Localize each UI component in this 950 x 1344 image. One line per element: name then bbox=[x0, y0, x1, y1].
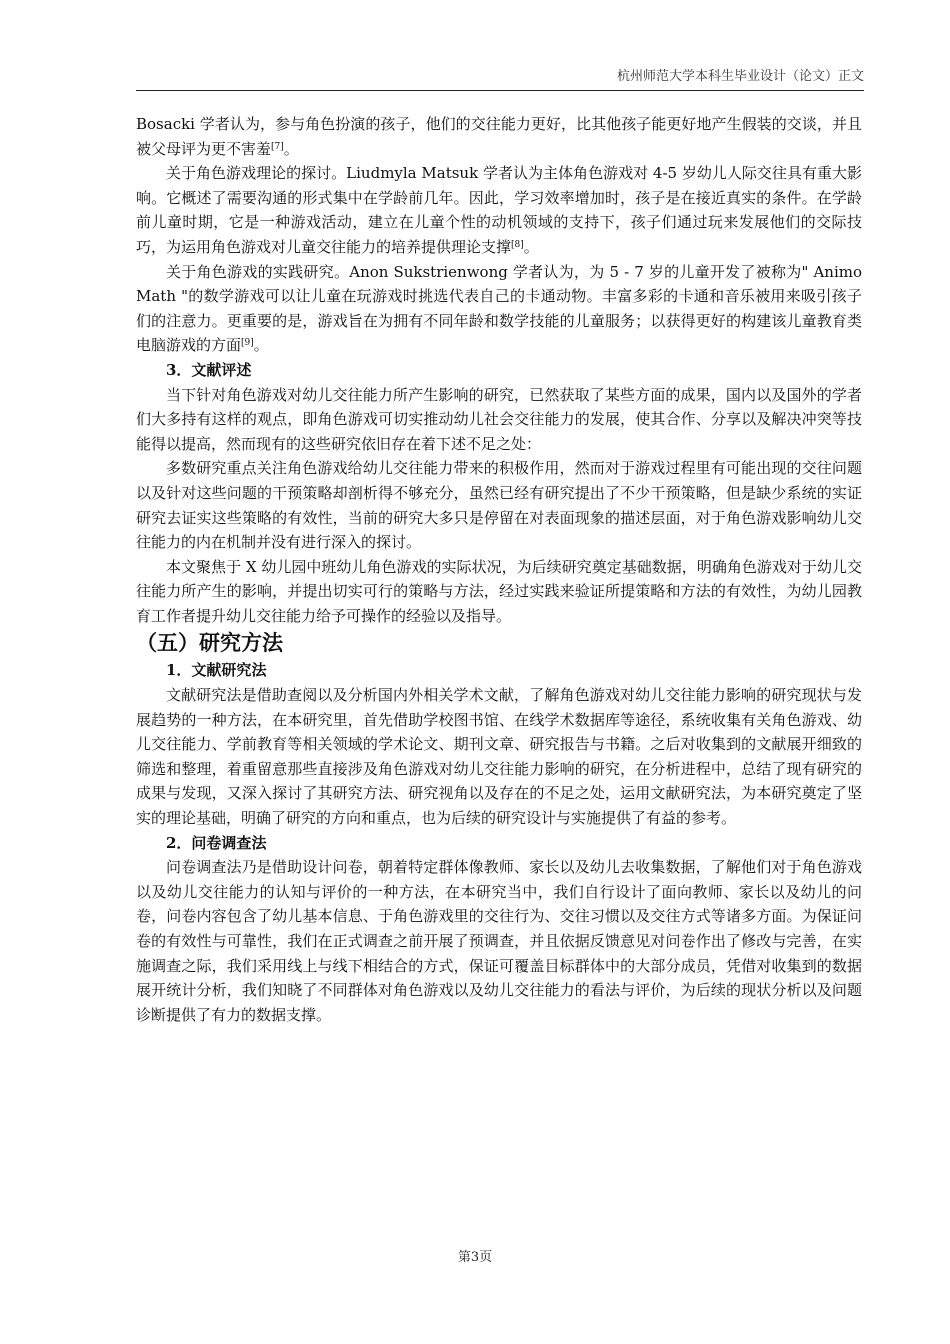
paragraph-bosacki bbox=[136, 112, 862, 161]
heading-research-methods: （五）研究方法 bbox=[136, 630, 283, 656]
paragraph-end: 。 bbox=[523, 237, 539, 256]
paragraph-text: 关于角色游戏理论的探讨。Liudmyla Matsuk 学者认为主体角色游戏对 4-5 岁幼儿人际交往具有重大影响。它概述了需要沟通的形式集中在学龄前几年。因此，学习效率增加时，孩子是在接近真实的条件。在学龄前儿童时期，它是一种游戏活动，建立在儿童个性的动机领域的支持下，孩子们通过玩来发展他们的交际技巧，为运用角色游戏对儿童交往能力的培养提供理论支撑 bbox=[136, 164, 862, 256]
paragraph-literature-method: 文献研究法是借助查阅以及分析国内外相关学术文献，了解角色游戏对幼儿交往能力影响的研究现状与发展趋势的一种方法，在本研究里，首先借助学校图书馆、在线学术数据库等途径，系统收集有关角色游戏、幼儿交往能力、学前教育等相关领域的学术论文、期刊文章、研究报告与书籍。之后对收集到的文献展开细致的筛选和整理，着重留意那些直接涉及角色游戏对幼儿交往能力影响的研究，在分析进程中，总结了现有研究的成果与发现，又深入探讨了其研究方法、研究视角以及存在的不足之处，运用文献研究法，为本研究奠定了坚实的理论基础，明确了研究的方向和重点，也为后续的研究设计与实施提供了有益的参考。 bbox=[136, 686, 862, 828]
paragraph-end: 。 bbox=[283, 139, 299, 158]
citation-7: [7] bbox=[271, 141, 284, 152]
paragraph-text: 关于角色游戏的实践研究。Anon Sukstrienwong 学者认为，为 5 - 7 岁的儿童开发了被称为" Animo Math "的数学游戏可以让儿童在玩游戏时挑选代表自己的卡通动物。丰富多彩的卡通和音乐被用来吸引孩子们的注意力。更重要的是，游戏旨在为拥有不同年龄和数学技能的儿童服务；以获得更好的构建该儿童教育类电脑游戏的方面 bbox=[136, 262, 862, 355]
running-header: 杭州师范大学本科生毕业设计（论文）正文 bbox=[136, 68, 864, 91]
citation-9: [9] bbox=[241, 338, 254, 349]
heading-literature-method: 1．文献研究法 bbox=[166, 661, 267, 680]
paragraph-end: 。 bbox=[253, 336, 269, 355]
paragraph-practice bbox=[136, 260, 862, 358]
page-number: 第3页 bbox=[457, 1250, 493, 1265]
paragraph-text: Bosacki 学者认为，参与角色扮演的孩子，他们的交往能力更好，比其他孩子能更好地产生假装的交谈，并且被父母评为更不害羞 bbox=[136, 115, 862, 158]
heading-questionnaire-method: 2．问卷调查法 bbox=[166, 833, 267, 852]
paragraph-questionnaire-method: 问卷调查法乃是借助设计问卷，朝着特定群体像教师、家长以及幼儿去收集数据，了解他们对于角色游戏以及幼儿交往能力的认知与评价的一种方法，在本研究当中，我们自行设计了面向教师、家长以及幼儿的问卷，问卷内容包含了幼儿基本信息、于角色游戏里的交往行为、交往习惯以及交往方式等诸多方面。为保证问卷的有效性与可靠性，我们在正式调查之前开展了预调查，并且依据反馈意见对问卷作出了修改与完善，在实施调查之际，我们采用线上与线下相结合的方式，保证可覆盖目标群体中的大部分成员，凭借对收集到的数据展开统计分析，我们知晓了不同群体对角色游戏以及幼儿交往能力的看法与评价，为后续的现状分析以及问题诊断提供了有力的数据支撑。 bbox=[136, 858, 862, 1024]
paragraph-review-1: 当下针对角色游戏对幼儿交往能力所产生影响的研究，已然获取了某些方面的成果，国内以及国外的学者们大多持有这样的观点，即角色游戏可切实推动幼儿社会交往能力的发展，使其合作、分享以及解决冲突等技能得以提高，然而现有的这些研究依旧存在着下述不足之处： bbox=[136, 385, 862, 453]
heading-literature-review: 3．文献评述 bbox=[166, 360, 252, 379]
citation-8: [8] bbox=[511, 239, 524, 250]
paragraph-theory bbox=[136, 161, 862, 259]
page-body bbox=[136, 112, 862, 1027]
paragraph-review-3: 本文聚焦于 X 幼儿园中班幼儿角色游戏的实际状况，为后续研究奠定基础数据，明确角色游戏对于幼儿交往能力所产生的影响，并提出切实可行的策略与方法，经过实践来验证所提策略和方法的有效性，为幼儿园教育工作者提升幼儿交往能力给予可操作的经验以及指导。 bbox=[136, 557, 862, 625]
paragraph-review-2: 多数研究重点关注角色游戏给幼儿交往能力带来的积极作用，然而对于游戏过程里有可能出现的交往问题以及针对这些问题的干预策略却剖析得不够充分，虽然已经有研究提出了不少干预策略，但是缺少系统的实证研究去证实这些策略的有效性，当前的研究大多只是停留在对表面现象的描述层面，对于角色游戏影响幼儿交往能力的内在机制并没有进行深入的探讨。 bbox=[136, 459, 862, 552]
